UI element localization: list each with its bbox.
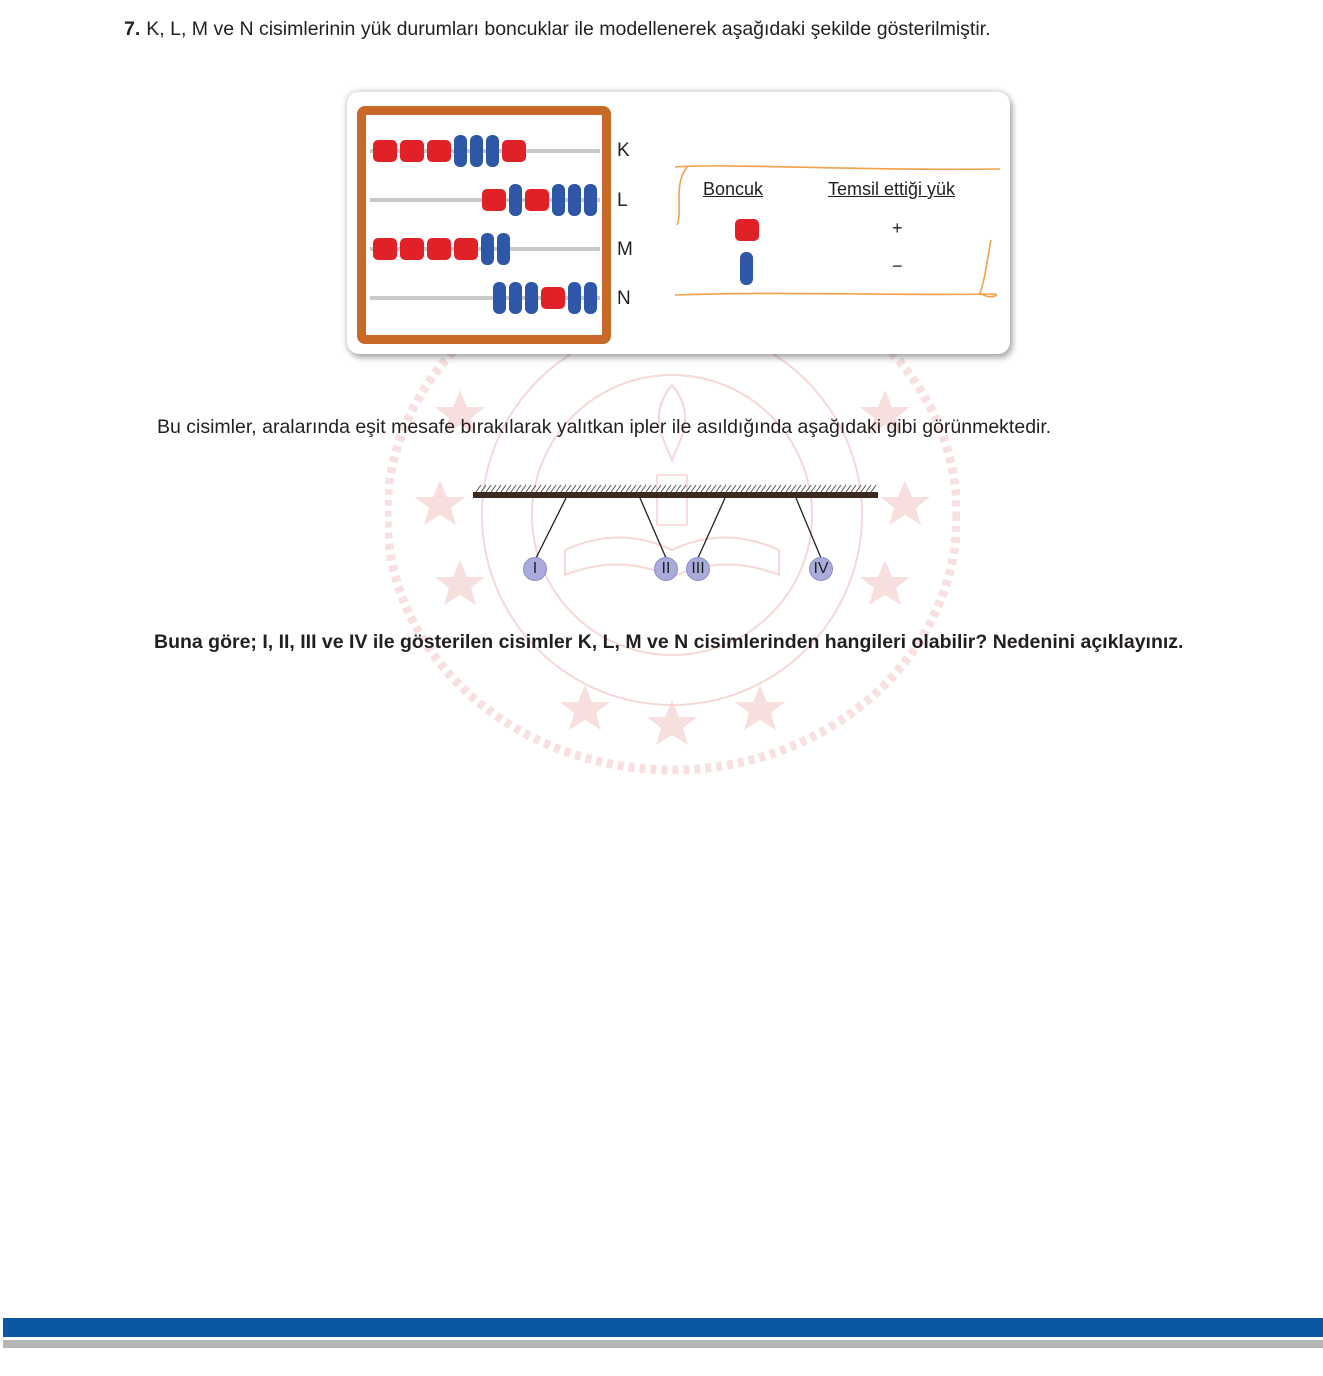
negative-bead	[584, 184, 597, 216]
ball-ii	[654, 557, 678, 581]
positive-bead	[373, 140, 397, 162]
row-label-m: M	[617, 239, 633, 260]
footer-band	[3, 1318, 1323, 1337]
negative-bead	[568, 184, 581, 216]
ball-iv	[809, 557, 833, 581]
negative-bead	[486, 135, 499, 167]
positive-bead	[373, 238, 397, 260]
legend-positive-bead-icon	[735, 219, 759, 241]
positive-bead	[541, 287, 565, 309]
positive-bead	[525, 189, 549, 211]
legend-header-charge: Temsil ettiği yük	[828, 179, 956, 199]
positive-bead	[400, 140, 424, 162]
row-label-l: L	[617, 190, 628, 211]
string-iv	[796, 498, 821, 558]
legend-positive-symbol: +	[892, 218, 903, 238]
legend-negative-symbol: −	[892, 256, 903, 276]
legend-header-bead: Boncuk	[703, 179, 764, 199]
string-i	[536, 498, 566, 558]
negative-bead	[584, 282, 597, 314]
ball-iv-label: IV	[813, 560, 829, 577]
positive-bead	[502, 140, 526, 162]
ceiling-bar	[473, 492, 878, 498]
positive-bead	[482, 189, 506, 211]
ball-i	[523, 557, 547, 581]
positive-bead	[454, 238, 478, 260]
question-text: K, L, M ve N cisimlerinin yük durumları boncuklar ile modellenerek aşağıdaki şekilde gösterilmiştir.	[146, 18, 991, 40]
legend-negative-bead-icon	[740, 252, 753, 285]
negative-bead	[525, 282, 538, 314]
string-iii	[698, 498, 725, 558]
abacus-rods	[0, 0, 1323, 400]
abacus-rod-n	[370, 296, 600, 300]
negative-bead	[509, 282, 522, 314]
row-label-n: N	[617, 288, 631, 309]
ball-iii-label: III	[691, 560, 705, 577]
question-number: 7.	[124, 18, 141, 40]
negative-bead	[497, 233, 510, 265]
negative-bead	[509, 184, 522, 216]
positive-bead	[400, 238, 424, 260]
negative-bead	[454, 135, 467, 167]
footer-stripe	[3, 1340, 1323, 1348]
negative-bead	[481, 233, 494, 265]
ball-iii	[686, 557, 710, 581]
positive-bead	[427, 238, 451, 260]
negative-bead	[493, 282, 506, 314]
question-prompt: Buna göre; I, II, III ve IV ile gösterilen cisimler K, L, M ve N cisimlerinden hangileri olabilir? Nedenini açıklayınız.	[154, 631, 1184, 653]
negative-bead	[568, 282, 581, 314]
string-ii	[640, 498, 666, 558]
negative-bead	[470, 135, 483, 167]
negative-bead	[552, 184, 565, 216]
description-paragraph: Bu cisimler, aralarında eşit mesafe bırakılarak yalıtkan ipler ile asıldığında aşağıdaki gibi görünmektedir.	[157, 416, 1052, 438]
row-label-k: K	[617, 140, 630, 161]
positive-bead	[427, 140, 451, 162]
ball-i-label: I	[532, 560, 538, 577]
ball-ii-label: II	[661, 560, 671, 577]
